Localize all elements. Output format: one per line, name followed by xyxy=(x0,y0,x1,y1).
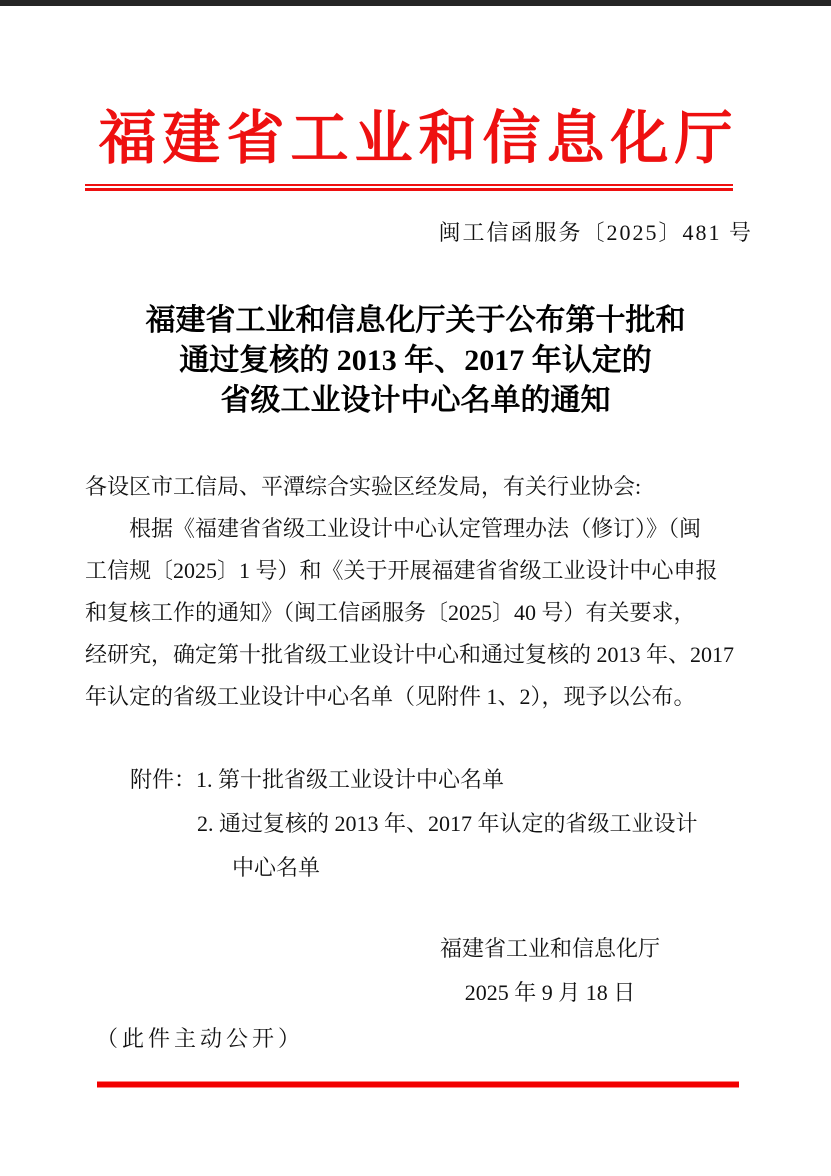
signature-date: 2025 年 9 月 18 日 xyxy=(464,980,636,1005)
notice-title-line-3: 省级工业设计中心名单的通知 xyxy=(220,384,611,417)
body-line: 和复核工作的通知》（闽工信函服务〔2025〕40 号）有关要求， xyxy=(85,600,696,625)
letterhead-title: 福建省工业和信息化厅 xyxy=(98,106,739,171)
document-number: 闽工信函服务〔2025〕481 号 xyxy=(438,220,753,245)
notice-body xyxy=(85,466,763,718)
header-separator-rule xyxy=(85,184,733,191)
attachment-item-1: 附件：1. 第十批省级工业设计中心名单 xyxy=(130,767,505,792)
body-line: 根据《福建省省级工业设计中心认定管理办法（修订）》（闽 xyxy=(129,516,702,541)
body-line: 工信规〔2025〕1 号）和《关于开展福建省省级工业设计中心申报 xyxy=(85,558,718,583)
notice-title-line-1: 福建省工业和信息化厅关于公布第十批和 xyxy=(145,304,686,337)
signature-block xyxy=(400,927,700,1015)
attachment-item-2-continued: 中心名单 xyxy=(232,855,321,880)
signature-org: 福建省工业和信息化厅 xyxy=(439,936,660,961)
attachments-list xyxy=(130,758,831,890)
body-line: 经研究，确定第十批省级工业设计中心和通过复核的 2013 年、2017 xyxy=(85,642,735,667)
notice-title-line-2: 通过复核的 2013 年、2017 年认定的 xyxy=(179,344,652,377)
disclosure-note: （此件主动公开） xyxy=(96,1026,305,1051)
salutation-line: 各设区市工信局、平潭综合实验区经发局，有关行业协会: xyxy=(85,474,642,499)
body-line: 年认定的省级工业设计中心名单（见附件 1、2），现予以公布。 xyxy=(85,684,696,709)
notice-title xyxy=(0,301,831,421)
bottom-rule xyxy=(97,1081,739,1088)
window-top-edge xyxy=(0,0,831,6)
attachment-item-2: 2. 通过复核的 2013 年、2017 年认定的省级工业设计 xyxy=(197,811,698,836)
